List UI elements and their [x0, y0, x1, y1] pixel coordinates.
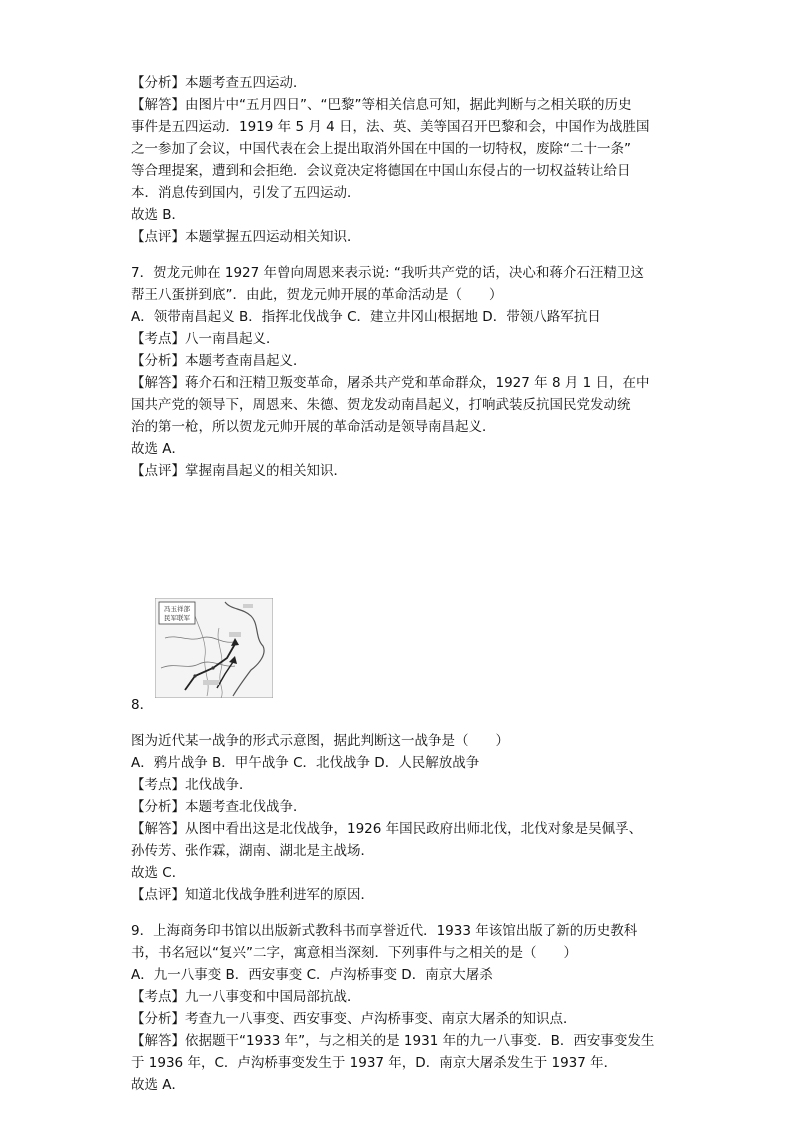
q7-answer-line: 国共产党的领导下，周恩来、朱德、贺龙发动南昌起义，打响武装反抗国民党发动统: [131, 397, 631, 413]
q6-analysis: 【分析】本题考查五四运动．: [131, 75, 307, 91]
q7-answer-line: 治的第一枪，所以贺龙元帅开展的革命活动是领导南昌起义．: [131, 419, 496, 435]
q9-options: A．九一八事变 B．西安事变 C．卢沟桥事变 D．南京大屠杀: [131, 967, 493, 983]
q8-stem: 图为近代某一战争的形式示意图，据此判断这一战争是（ ）: [131, 733, 509, 749]
map-image: [155, 598, 273, 698]
q9-choice: 故选 A．: [131, 1077, 186, 1093]
q6-answer-line: 事件是五四运动．1919 年 5 月 4 日，法、英、美等国召开巴黎和会，中国作为战胜国: [131, 119, 650, 135]
q8-answer-line: 【解答】从图中看出这是北伐战争，1926 年国民政府出师北伐，北伐对象是吴佩孚、: [131, 821, 643, 837]
q9-point: 【考点】九一八事变和中国局部抗战．: [131, 989, 361, 1005]
document-page: [131, 72, 666, 1096]
q8-answer-line: 孙传芳、张作霖，湖南、湖北是主战场．: [131, 843, 374, 859]
q8-point: 【考点】北伐战争．: [131, 777, 253, 793]
q8-number: 8．: [131, 697, 154, 713]
q9-stem-line: 书，书名冠以“复兴”二字，寓意相当深刻．下列事件与之相关的是（ ）: [131, 945, 577, 961]
q8-options: A．鸦片战争 B．甲午战争 C．北伐战争 D．人民解放战争: [131, 755, 480, 771]
q6-answer-line: 本．消息传到国内，引发了五四运动．: [131, 185, 361, 201]
q7-stem-line: 帮王八蛋拼到底”．由此，贺龙元帅开展的革命活动是（ ）: [131, 287, 503, 303]
q7-point: 【考点】八一南昌起义．: [131, 331, 280, 347]
q7-stem-line: 7．贺龙元帅在 1927 年曾向周恩来表示说: “我听共产党的话，决心和蒋介石汪精卫这: [131, 265, 644, 281]
q7-analysis: 【分析】本题考查南昌起义．: [131, 353, 307, 369]
map-box-label-top: 冯玉祥部: [164, 605, 190, 613]
northern-expedition-map: [155, 598, 273, 698]
q7-answer-line: 【解答】蒋介石和汪精卫叛变革命，屠杀共产党和革命群众，1927 年 8 月 1 日，在中: [131, 375, 650, 391]
q9-stem-line: 9．上海商务印书馆以出版新式教科书而享誉近代．1933 年该馆出版了新的历史教科: [131, 923, 638, 939]
map-box-label-bottom: 民军联军: [164, 614, 190, 622]
q6-answer-line: 之一参加了会议，中国代表在会上提出取消外国在中国的一切特权，废除“二十一条”: [131, 141, 631, 157]
q6-answer-line: 等合理提案，遭到和会拒绝．会议竟决定将德国在中国山东侵占的一切权益转让给日: [131, 163, 631, 179]
q6-comment: 【点评】本题掌握五四运动相关知识．: [131, 229, 361, 245]
q7-comment: 【点评】掌握南昌起义的相关知识．: [131, 463, 347, 479]
q7-choice: 故选 A．: [131, 441, 186, 457]
q9-answer-line: 于 1936 年，C．卢沟桥事变发生于 1937 年，D．南京大屠杀发生于 1937 年．: [131, 1055, 618, 1071]
q9-answer-line: 【解答】依据题干“1933 年”，与之相关的是 1931 年的九一八事变．B．西安事变发生: [131, 1033, 655, 1049]
q8-choice: 故选 C．: [131, 865, 186, 881]
q7-options: A．领带南昌起义 B．指挥北伐战争 C．建立井冈山根据地 D．带领八路军抗日: [131, 309, 601, 325]
q9-analysis: 【分析】考查九一八事变、西安事变、卢沟桥事变、南京大屠杀的知识点．: [131, 1011, 577, 1027]
q6-answer-line: 【解答】由图片中“五月四日”、“巴黎”等相关信息可知，据此判断与之相关联的历史: [131, 97, 632, 113]
q8-analysis: 【分析】本题考查北伐战争．: [131, 799, 307, 815]
q6-choice: 故选 B．: [131, 207, 186, 223]
q8-comment: 【点评】知道北伐战争胜利进军的原因．: [131, 887, 374, 903]
